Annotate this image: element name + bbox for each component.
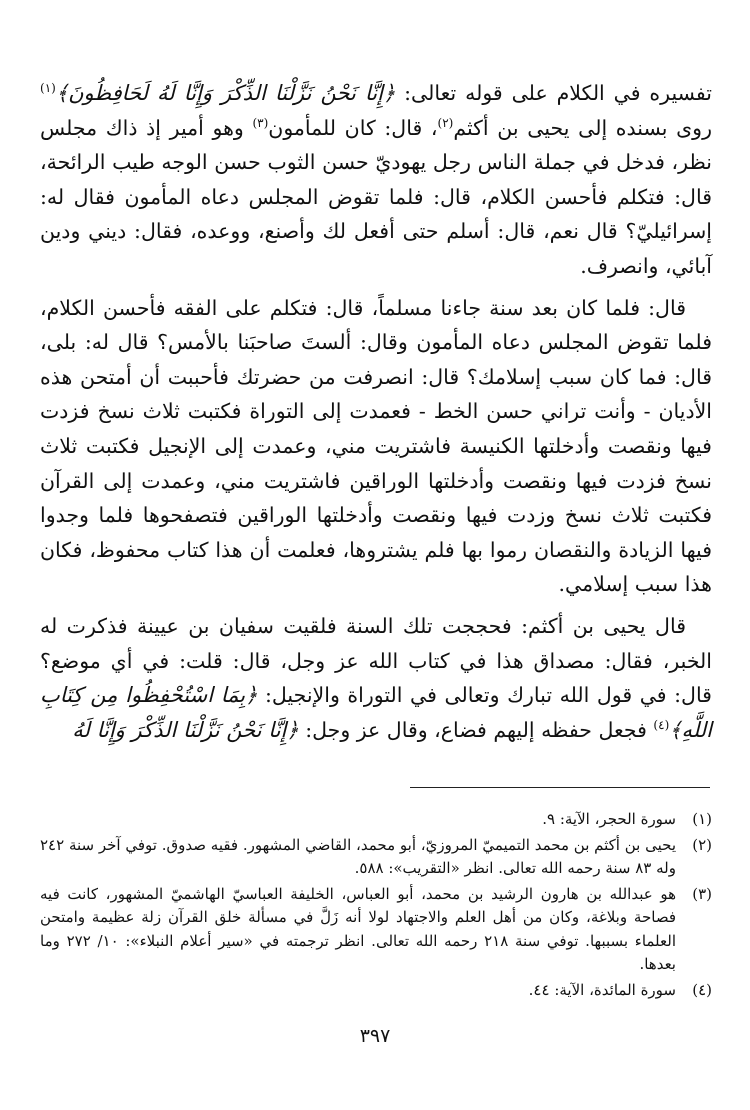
quran-verse-hijr-9-partial: ﴿إِنَّا نَحْنُ نَزَّلْنَا الذِّكْرَ وَإِنَّا لَهُ xyxy=(72,717,299,742)
paragraph-3-continuation: فجعل حفظه إليهم فضاع، وقال عز وجل: xyxy=(298,717,654,742)
footnote-separator xyxy=(410,787,710,788)
quran-verse-maidah-44: ﴿بِمَا اسْتُحْفِظُوا مِن كِتَابِ اللَّهِ﴾ xyxy=(40,683,712,742)
footnote-number: (١) xyxy=(692,810,712,828)
footnote xyxy=(40,834,712,881)
paragraph-1 xyxy=(40,76,712,284)
paragraph-3-intro: قال يحيى بن أكثم: فحججت تلك السنة فلقيت سفيان بن عيينة فذكرت له الخبر، فقال: مصداق هذا في كتاب الله عز وجل، قال: قلت: في أي موضع؟ قال: في قول الله تبارك وتعالى في التوراة والإنجيل: xyxy=(40,613,712,708)
footnote xyxy=(40,808,712,832)
paragraph-1-narration: روى بسنده إلى يحيى بن أكثم xyxy=(453,115,712,140)
main-text xyxy=(40,76,712,747)
footnote-ref-4: (٤) xyxy=(653,717,670,732)
footnote-text: سورة المائدة، الآية: ٤٤. xyxy=(528,980,676,999)
footnote-number: (٢) xyxy=(692,835,712,854)
footnote-ref-1: (١) xyxy=(40,81,56,96)
footnote-text: هو عبدالله بن هارون الرشيد بن محمد، أبو العباس، الخليفة العباسيّ الهاشميّ المشهور، كانت فيه فصاحة وبلاغة، وكان من أهل العلم والاجتهاد لولا أنه زَلَّ في مسألة خلق القرآن زلة عظيمة وامتحن العلماء بسببها. توفي سنة ٢١٨ رحمه الله تعالى. انظر ترجمته في «سير أعلام النبلاء»: ١٠/ ٢٧٢ وما بعدها. xyxy=(40,884,676,973)
footnote xyxy=(40,979,712,1003)
footnote-ref-3: (٣) xyxy=(252,115,269,130)
paragraph-3 xyxy=(40,609,712,747)
paragraph-1-story: وهو أمير إذ ذاك مجلس نظر، فدخل في جملة الناس رجل يهوديّ حسن الثوب حسن الوجه طيب الرائحة، قال: فتكلم فأحسن الكلام، قال: فلما تقوض المجلس دعاه المأمون فقال له: إسرائيليّ؟ قال نعم، قال: أسلم حتى أفعل لك وأصنع، ووعده، فقال: ديني ودين آبائي، وانصرف. xyxy=(40,115,712,278)
footnote xyxy=(40,883,712,977)
paragraph-1-intro: تفسيره في الكلام على قوله تعالى: xyxy=(395,81,712,105)
footnote-text: يحيى بن أكثم بن محمد التميميّ المروزيّ، أبو محمد، القاضي المشهور. فقيه صدوق. توفي آخر سنة ٢٤٢ وله ٨٣ سنة رحمه الله تعالى. انظر «التقريب»: ٥٨٨. xyxy=(40,835,676,877)
page-number: ٣٩٧ xyxy=(359,1025,391,1047)
footnote-number: (٤) xyxy=(692,980,712,999)
footnote-text: سورة الحجر، الآية: ٩. xyxy=(542,810,676,828)
footnote-ref-2: (٢) xyxy=(437,115,454,130)
footnote-number: (٣) xyxy=(692,884,712,903)
paragraph-1-continuation: ، قال: كان للمأمون xyxy=(268,115,438,140)
paragraph-2: قال: فلما كان بعد سنة جاءنا مسلماً، قال: فتكلم على الفقه فأحسن الكلام، فلما تقوض المجلس دعاه المأمون وقال: ألستَ صاحبَنا بالأمس؟ قال له: بلى، قال: فما كان سبب إسلامك؟ قال: انصرفت من حضرتك فأحببت أن أمتحن هذه الأديان - وأنت تراني حسن الخط - فعمدت إلى التوراة فكتبت ثلاث نسخ فزدت فيها ونقصت وأدخلتها الكنيسة فاشتريت مني، وعمدت إلى الإنجيل فكتبت ثلاث نسخ فزدت فيها ونقصت وأدخلتها الوراقين فاشتريت مني، وعمدت إلى القرآن فكتبت ثلاث نسخ وزدت فيها ونقصت وأدخلتها الوراقين فتصفحوها فلما وجدوا فيها الزيادة والنقصان رموا بها فلم يشتروها، فعلمت أن هذا كتاب محفوظ، فكان هذا سبب إسلامي. xyxy=(40,295,712,597)
quran-verse-hijr-9: ﴿إِنَّا نَحْنُ نَزَّلْنَا الذِّكْرَ وَإِنَّا لَهُ لَحَافِظُونَ﴾ xyxy=(55,81,396,105)
footnotes xyxy=(40,808,712,1004)
